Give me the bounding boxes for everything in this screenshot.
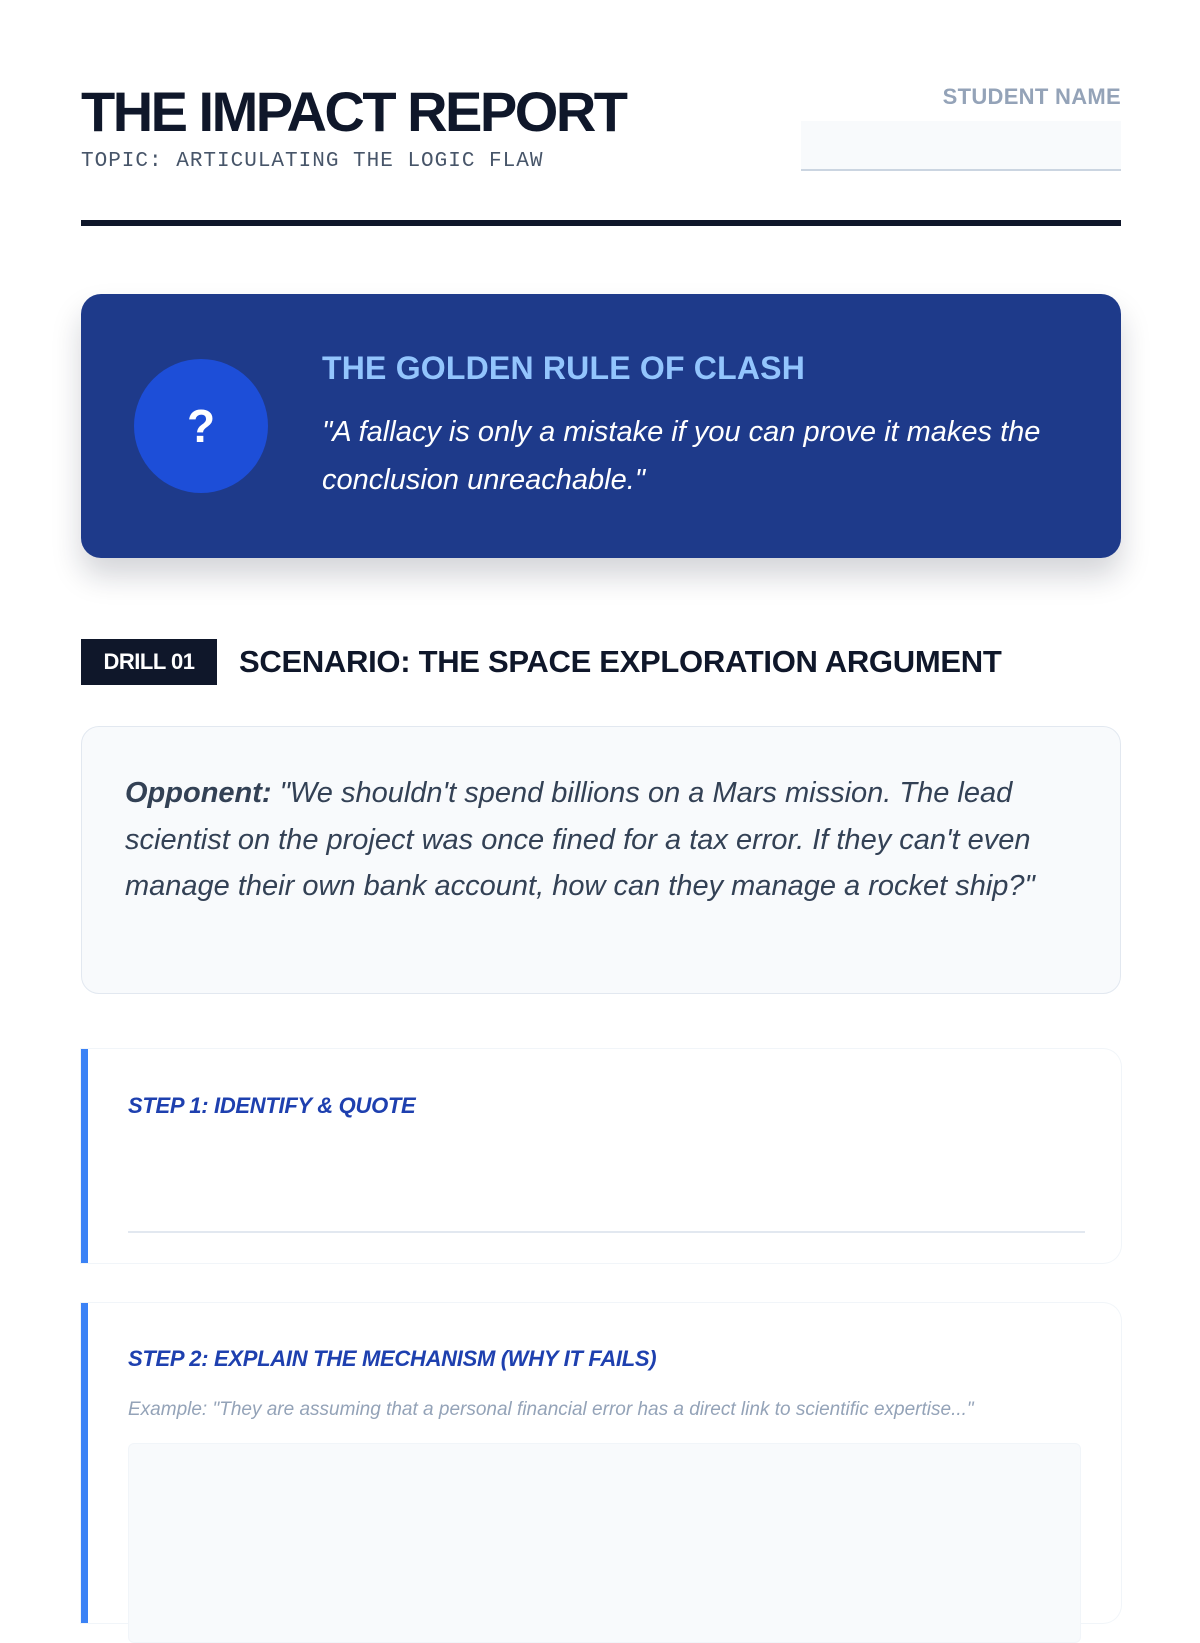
opponent-argument-box — [81, 726, 1121, 994]
student-name-label: STUDENT NAME — [942, 84, 1121, 109]
topic-subtitle: TOPIC: ARTICULATING THE LOGIC FLAW — [81, 150, 544, 173]
worksheet-header — [81, 0, 1121, 230]
opponent-label: Opponent: — [125, 777, 272, 809]
worksheet-page — [81, 0, 1121, 1420]
drill-badge: DRILL 01 — [81, 639, 217, 685]
step-2-answer-box[interactable] — [128, 1443, 1081, 1643]
step-1-card — [81, 1049, 1121, 1263]
step-2-example-hint: Example: "They are assuming that a personal financial error has a direct link to scientific expertise..." — [128, 1399, 974, 1420]
step-1-label: STEP 1: IDENTIFY & QUOTE — [128, 1093, 416, 1118]
question-mark-icon: ? — [134, 359, 268, 493]
golden-rule-quote: "A fallacy is only a mistake if you can prove it makes the conclusion unreachable." — [322, 416, 1041, 496]
scenario-title: SCENARIO: THE SPACE EXPLORATION ARGUMENT — [239, 644, 1002, 679]
header-divider — [81, 220, 1121, 226]
opponent-argument-text — [125, 770, 1075, 910]
step-2-label: STEP 2: EXPLAIN THE MECHANISM (WHY IT FAILS) — [128, 1346, 657, 1371]
step-1-answer-field[interactable] — [128, 1197, 1085, 1233]
step-2-card — [81, 1303, 1121, 1623]
opponent-quote: "We shouldn't spend billions on a Mars mission. The lead scientist on the project was once fined for a tax error. If they can't even manage their own bank account, how can they manage a rocket ship?" — [125, 777, 1035, 902]
page-title: THE IMPACT REPORT — [81, 80, 626, 143]
golden-rule-heading: THE GOLDEN RULE OF CLASH — [322, 350, 806, 386]
golden-rule-card — [81, 294, 1121, 558]
student-name-field[interactable] — [801, 121, 1121, 171]
